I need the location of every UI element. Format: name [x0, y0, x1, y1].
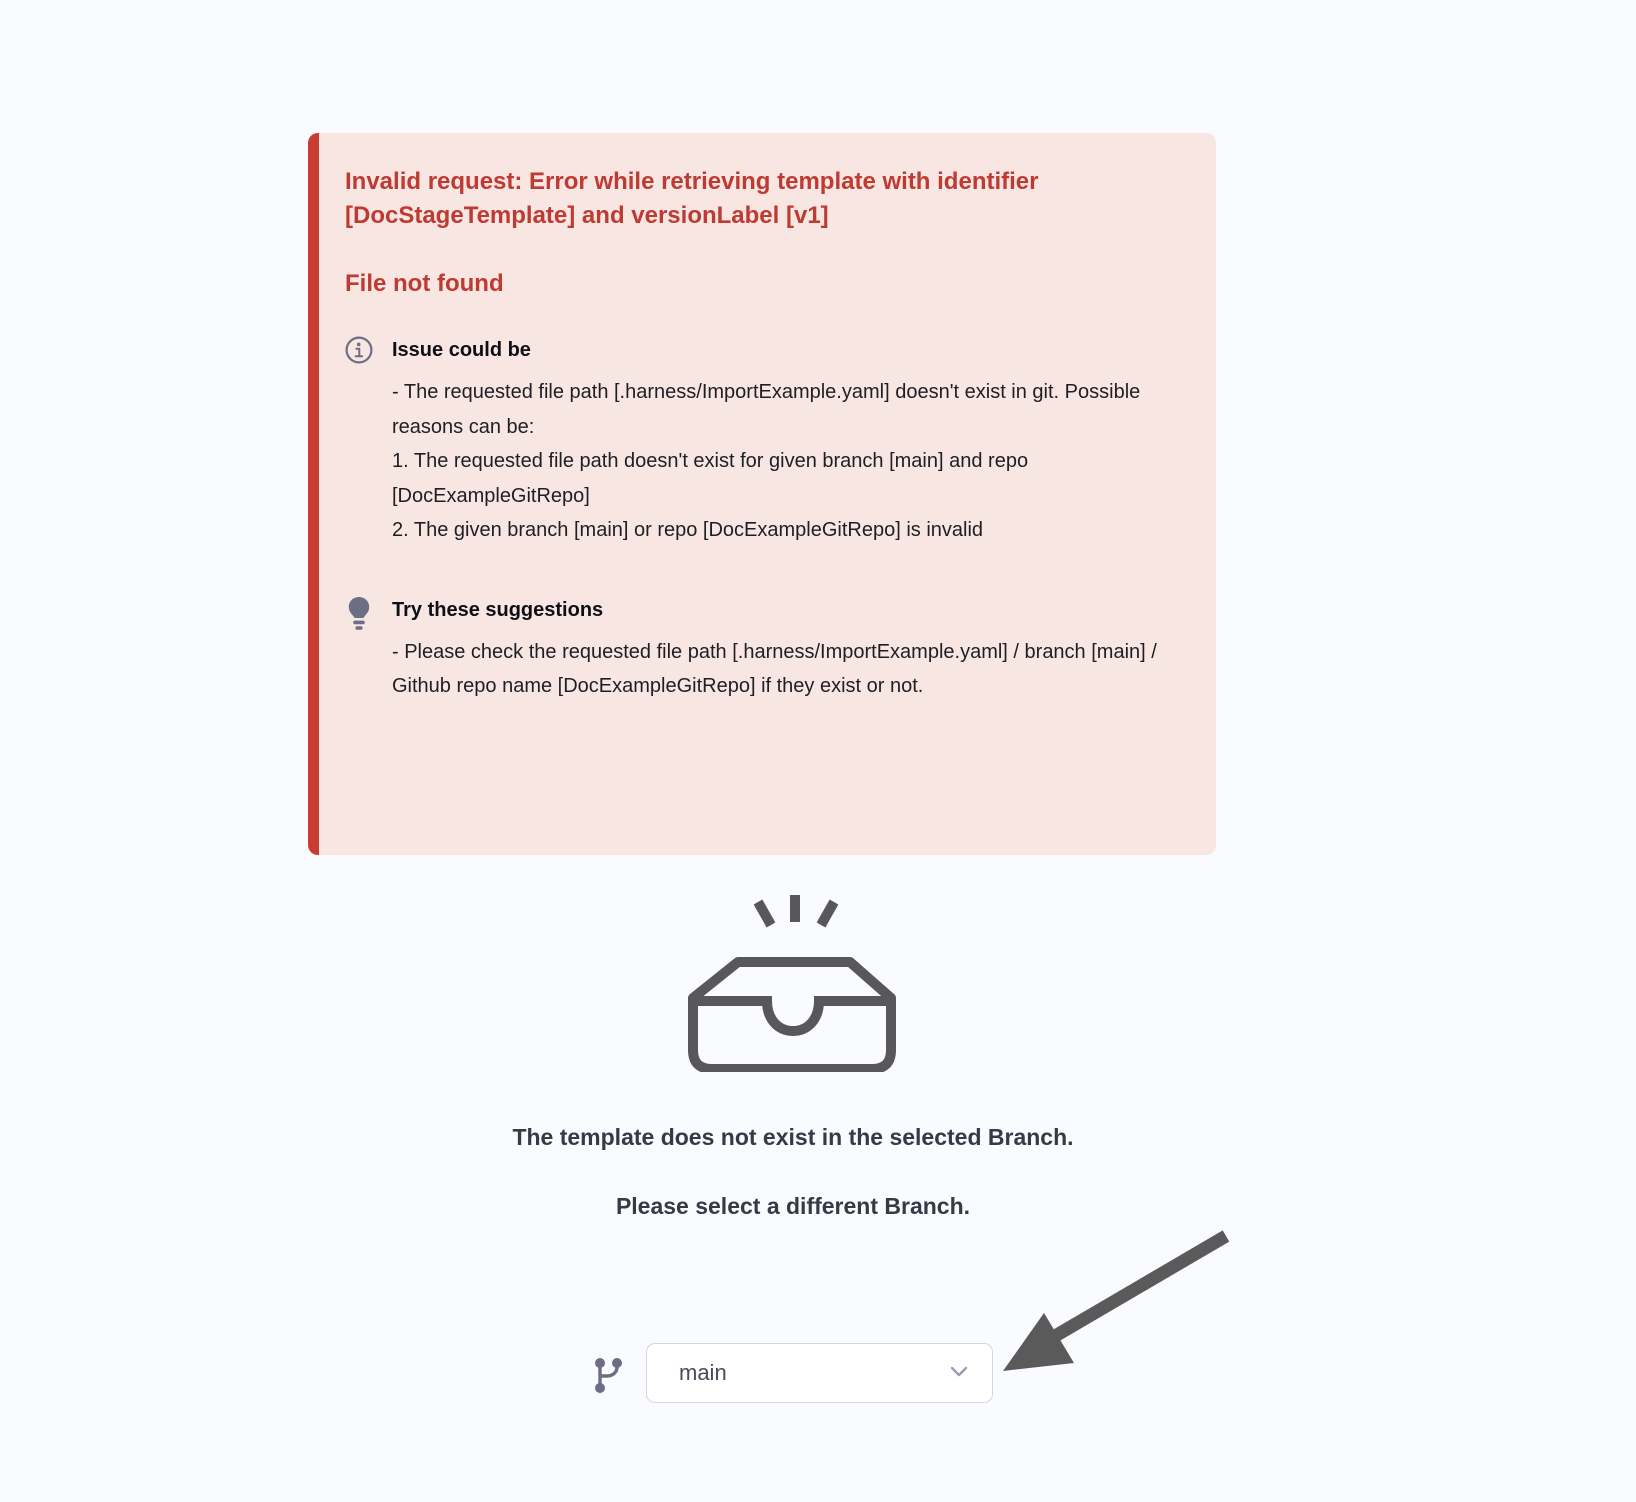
empty-state-submessage: Please select a different Branch.	[615, 1193, 971, 1219]
branch-select-value: main	[679, 1360, 727, 1385]
alert-subtitle: File not found	[345, 270, 504, 297]
suggestions-content	[392, 596, 1184, 704]
issue-text	[392, 375, 1184, 548]
suggestions-heading: Try these suggestions	[392, 598, 604, 621]
suggestion-line: - Please check the requested file path [.harness/ImportExample.yaml] / branch [main] / Github repo name [DocExampleGitRepo] if they exist or not.	[392, 640, 1157, 697]
git-branch-icon	[592, 1355, 624, 1395]
issue-content	[392, 336, 1184, 548]
empty-state-message: The template does not exist in the selected Branch.	[512, 1124, 1074, 1150]
issue-line: - The requested file path [.harness/ImportExample.yaml] doesn't exist in git. Possible reasons can be:	[392, 381, 1141, 438]
lightbulb-icon	[345, 596, 373, 630]
empty-inbox-icon	[673, 882, 913, 1072]
suggestions-text	[392, 635, 1184, 704]
issue-line: 1. The requested file path doesn't exist for given branch [main] and repo [DocExampleGitRepo]	[392, 450, 1029, 507]
info-icon	[345, 336, 373, 364]
issue-line: 2. The given branch [main] or repo [DocExampleGitRepo] is invalid	[392, 519, 984, 541]
issue-heading: Issue could be	[392, 339, 531, 361]
annotation-arrow	[995, 1225, 1235, 1380]
alert-title: Invalid request: Error while retrieving template with identifier [DocStageTemplate] and versionLabel [v1]	[345, 168, 1039, 229]
branch-select[interactable]	[646, 1343, 993, 1403]
suggestions-section	[345, 596, 1182, 704]
chevron-down-icon	[950, 1364, 968, 1382]
error-alert	[308, 133, 1216, 855]
issue-section	[345, 336, 1182, 548]
